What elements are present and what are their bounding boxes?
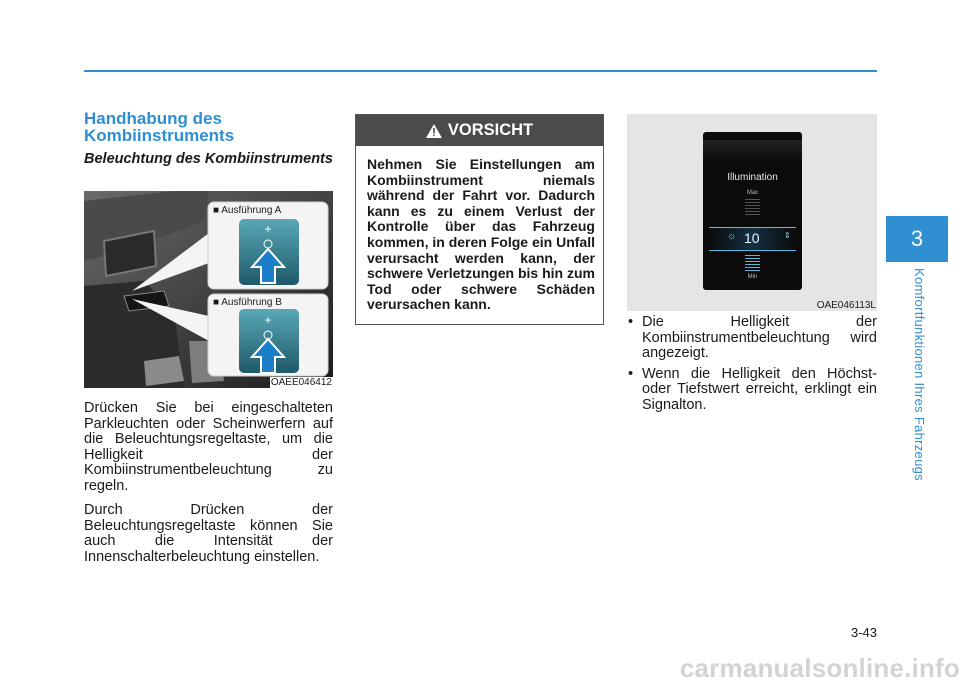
dashboard-switch-photo: [84, 191, 333, 388]
figure-code: OAEE046412: [270, 377, 332, 388]
chapter-title-vertical: Komfortfunktionen Ihres Fahrzeugs: [912, 268, 927, 481]
display-value-bar: [709, 227, 796, 251]
cluster-display-photo: [627, 114, 877, 311]
header-rule: [84, 70, 877, 72]
svg-text:+: +: [264, 222, 272, 236]
display-value: 10: [744, 230, 760, 246]
bullet-list: [627, 315, 877, 418]
caution-header: [356, 115, 603, 146]
section-heading: Handhabung des Kombiinstruments: [84, 109, 235, 145]
illumination-icon: ☼: [727, 231, 737, 242]
body-paragraph-1: Drücken Sie bei eingeschalteten Parkleuchten oder Scheinwerfern auf die Beleuchtungsregeltaste, um die Helligkeit der Kombiinstrumentbeleuchtung zu regeln.: [84, 400, 333, 494]
cluster-screen: [703, 132, 802, 290]
display-max-label: Max: [746, 190, 759, 196]
adjust-arrows-icon: ⇕: [784, 231, 791, 240]
page-number: 3-43: [850, 625, 877, 640]
caution-title: VORSICHT: [447, 121, 534, 139]
svg-text:+: +: [264, 313, 272, 327]
display-title: Illumination: [727, 172, 778, 183]
caution-box: [355, 114, 604, 325]
bullet-item: • Wenn die Helligkeit den Höchst- oder Tiefstwert erreicht, erklingt ein Signalton.: [627, 367, 877, 414]
caution-text: Nehmen Sie Einstellungen am Kombiinstrument niemals während der Fahrt vor. Dadurch kann es zu einem Verlust der Kontrolle über das Fahrzeug kommen, in deren Folge ein Unfall verursacht werden kann, der schwere Verletzungen bis hin zum Tod oder schwere Schäden verursachen kann.: [367, 156, 595, 313]
watermark: carmanualsonline.info: [679, 653, 960, 683]
figure-code-2: OAE046113L: [816, 300, 876, 311]
chapter-tab: 3: [886, 216, 948, 262]
subsection-heading: Beleuchtung des Kombiinstruments: [84, 151, 333, 167]
variant-a-label: ■ Ausführung A: [213, 205, 282, 216]
variant-b-label: ■ Ausführung B: [213, 297, 282, 308]
dashboard-illustration: [84, 191, 333, 388]
body-paragraph-2: Durch Drücken der Beleuchtungsregeltaste können Sie auch die Intensität der Innenschalterbeleuchtung einstellen.: [84, 502, 333, 565]
bullet-item: • Die Helligkeit der Kombiinstrumentbeleuchtung wird angezeigt.: [627, 315, 877, 362]
warning-triangle-icon: [426, 124, 442, 138]
display-min-label: Min: [747, 274, 758, 280]
